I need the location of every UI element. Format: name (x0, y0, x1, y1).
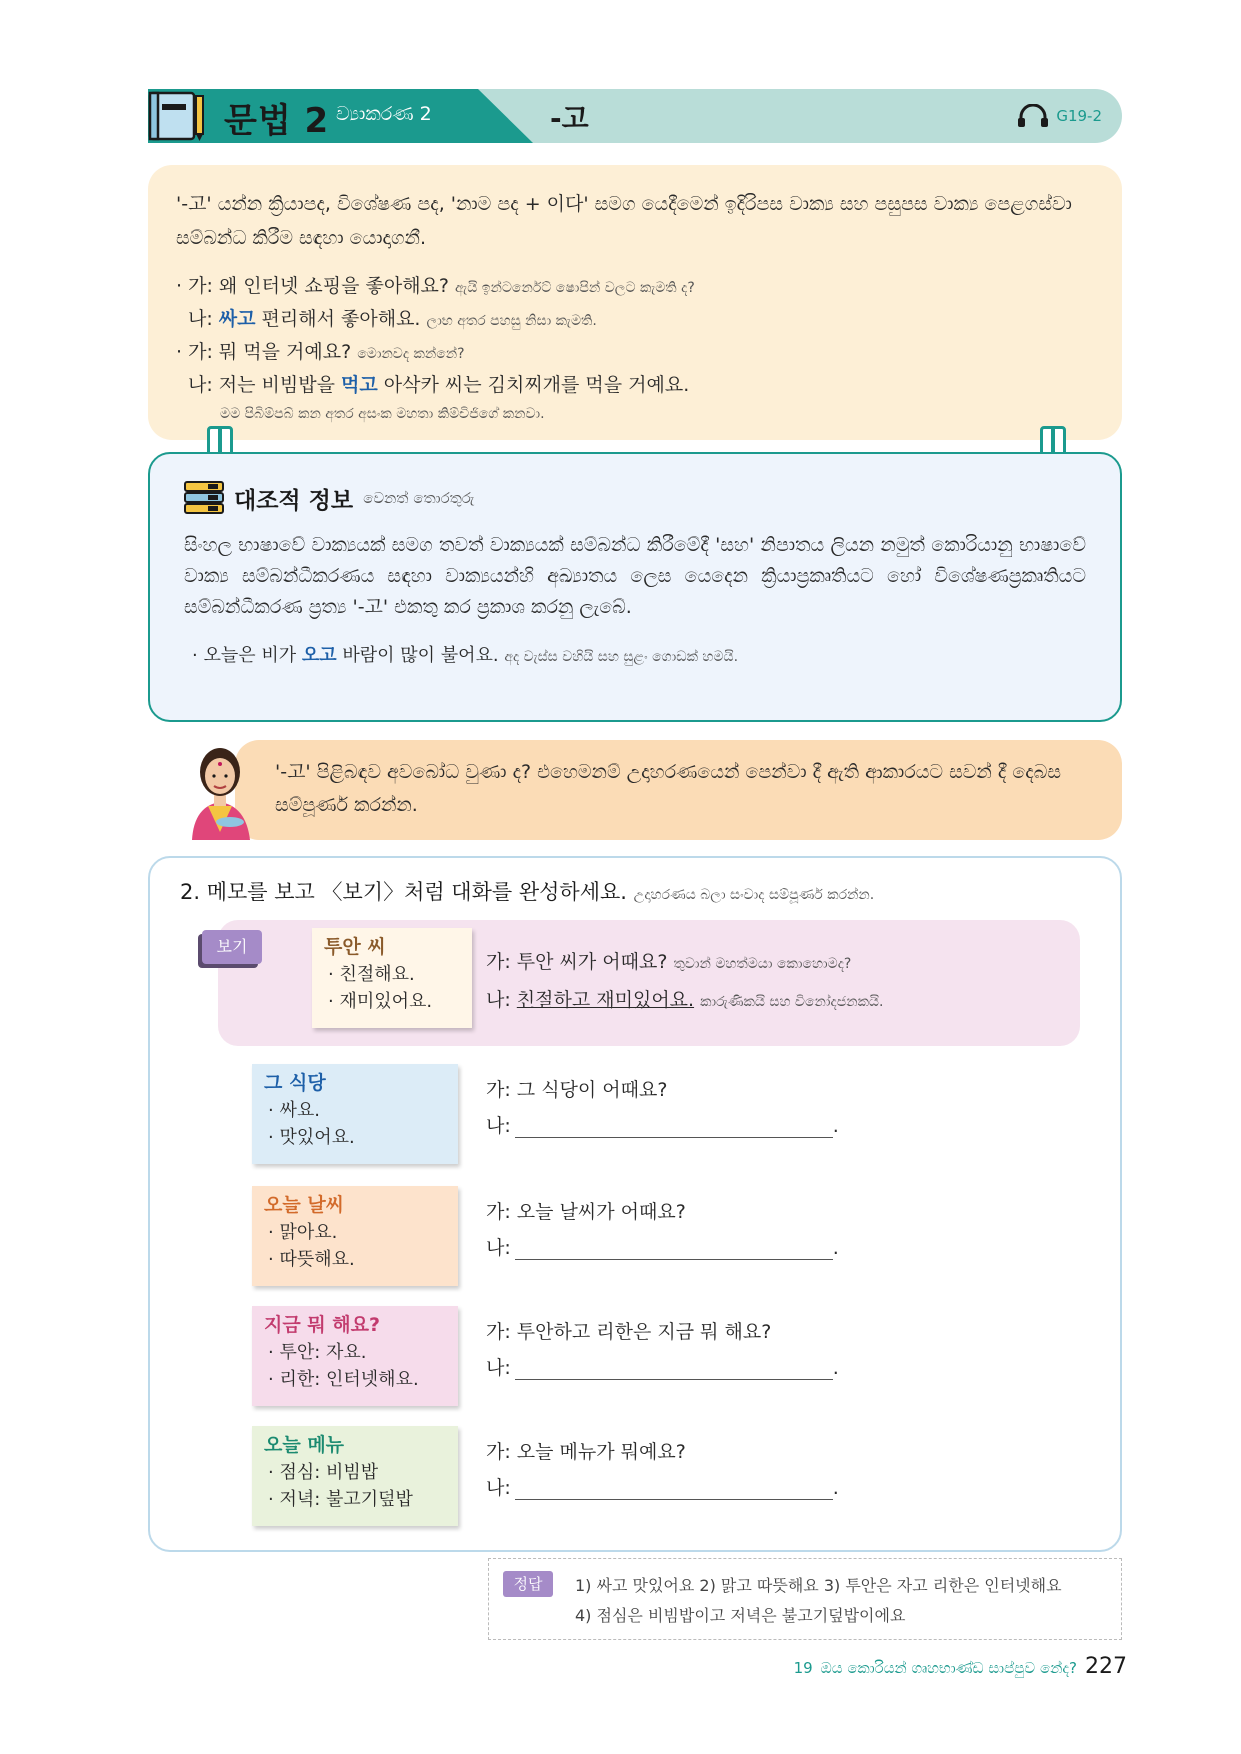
dialogue: 가: 그 식당이 어때요? 나: . (486, 1079, 839, 1137)
teacher-illustration-icon (180, 736, 260, 840)
explanation-text: '-고' යන්න ක්‍රියාපද, විශේෂණ පද, 'නාම පද + 이다' සමග යෙදීමෙන් ඉදිරිපස වාක්‍ය සහ පසුපස වාක්‍ය පෙළගස්වා සම්බන්ධ කිරීම සඳහා යොදාගනී. (176, 193, 1072, 249)
translation: උදාහරණය බලා සංවාද සම්පූර්ණ කරන්න. (633, 887, 875, 903)
contrast-text: සිංහල භාෂාවේ වාක්‍යයක් සමග තවත් වාක්‍යයක් සම්බන්ධ කිරීමේදී 'සහ' නිපාතය ලියන නමුත් කොරියානු භාෂාවේ වාක්‍ය සම්බන්ධීකරණය සඳහා වාක්‍යයන්හි අඛ්‍යාතය ලෙස යෙදෙන ක්‍රියාප්‍රකෘතියට හෝ විශේෂණප්‍රකෘතියට සම්බන්ධීකරණ ප්‍රත්‍ය '-고' එකතු කර ප්‍රකාශ කරනු ලැබේ. (184, 534, 1086, 618)
contrast-title: 대조적 정보 (234, 487, 354, 514)
example-line: · 가: 왜 인터넷 쇼핑을 좋아해요? ඇයි ඉන්ටර්නෙට් ෂොපින් වලට කැමති ද? (176, 275, 695, 297)
example-line: 나: 저는 비빔밥을 먹고 아삭카 씨는 김치찌개를 먹을 거예요. (188, 374, 690, 396)
memo-title: 그 식당 (264, 1072, 326, 1094)
chapter-number: 19 (793, 1659, 813, 1677)
sample-answer: 친절하고 재미있어요. (516, 989, 695, 1011)
contrast-heading (184, 480, 1086, 516)
translation: මම පිබිම්පබ් කන අතර අසංක මහතා කිම්චිජිගේ කනවා. (220, 406, 545, 422)
dialogue: 가: 오늘 메뉴가 뭐예요? 나: . (486, 1441, 839, 1499)
contrast-title-translation: වෙනත් තොරතුරු (363, 489, 475, 507)
books-stack-icon (184, 481, 224, 515)
audio-code: G19-2 (1056, 107, 1102, 125)
answer-text: 1) 싸고 맛있어요 2) 맑고 따뜻해요 3) 투안은 자고 리한은 인터넷해요 4) 점심은 비빔밥이고 저녁은 불고기덮밥이에요 (575, 1576, 1062, 1625)
page-footer (794, 1654, 1127, 1679)
memo-note: 그 식당 · 싸요. · 맛있어요. (252, 1064, 458, 1164)
grammar-subtitle: ව්‍යාකරණ 2 (336, 103, 432, 125)
sample-dialogue: 가: 투안 씨가 어때요? තුවාන් මහත්මයා කොහොමද? 나: 친절하고 재미있어요. කාරුණිකයි සහ විනෝදජනකයි. (486, 951, 884, 1011)
example-line: 나: 싸고 편리해서 좋아해요. ලාභ අතර පහසු නිසා කැමති. (188, 308, 597, 330)
contrast-info-box (148, 452, 1122, 722)
memo-title: 지금 뭐 해요? (264, 1314, 381, 1336)
explanation-box (148, 165, 1122, 440)
memo-note: 오늘 메뉴 · 점심: 비빔밥 · 저녁: 불고기덮밥 (252, 1426, 458, 1526)
book-pencil-icon (148, 90, 206, 142)
answer-blank[interactable] (515, 1238, 833, 1260)
instruction-bubble (235, 740, 1122, 840)
exercise-heading: 2. 메모를 보고 〈보기〉처럼 대화를 완성하세요. උදාහරණය බලා සංවාද සම්පූර්ණ කරන්න. (180, 880, 875, 904)
instruction-text: '-고' පිළිබඳව අවබෝධ වුණා ද? එහෙමනම් උදාහරණයෙන් පෙන්වා දී ඇති ආකාරයට සවන් දී දෙබස සම්පූර්ණ කරන්න. (275, 761, 1061, 816)
grammar-title: 문법 2 (224, 101, 330, 141)
highlight: 싸고 (218, 308, 256, 330)
translation: මොනවද කන්නේ? (357, 346, 465, 362)
exercise-panel (148, 856, 1122, 1552)
memo-title: 오늘 날씨 (264, 1194, 345, 1216)
answer-key-box (488, 1558, 1122, 1640)
grammar-form: -고 (550, 102, 589, 135)
memo-note: 투안 씨 · 친절해요. · 재미있어요. (312, 928, 472, 1028)
memo-title: 오늘 메뉴 (264, 1434, 345, 1456)
translation: ඇයි ඉන්ටර්නෙට් ෂොපින් වලට කැමති ද? (455, 280, 695, 296)
translation: අද වැස්ස වහියි සහ සුළං ගොඩක් හමයි. (504, 649, 739, 665)
contrast-example: · 오늘은 비가 오고 바람이 많이 불어요. අද වැස්ස වහියි සහ සුළං ගොඩක් හමයි. (192, 645, 739, 666)
memo-note: 지금 뭐 해요? · 투안: 자요. · 리한: 인터넷해요. (252, 1306, 458, 1406)
memo-note: 오늘 날씨 · 맑아요. · 따뜻해요. (252, 1186, 458, 1286)
answer-blank[interactable] (515, 1358, 833, 1380)
translation: ලාභ අතර පහසු නිසා කැමති. (426, 313, 597, 329)
audio-track[interactable] (1016, 104, 1102, 128)
grammar-header (148, 89, 1122, 143)
headphones-icon (1016, 104, 1050, 128)
highlight: 오고 (301, 645, 337, 666)
page-number: 227 (1085, 1654, 1127, 1679)
memo-title: 투안 씨 (324, 936, 386, 958)
answer-blank[interactable] (515, 1478, 833, 1500)
dialogue: 가: 투안하고 리한은 지금 뭐 해요? 나: . (486, 1321, 839, 1379)
answer-blank[interactable] (515, 1116, 833, 1138)
chapter-title: ඔය කොරියන් ගෘහභාණ්ඩ සාප්පුව නේද? (820, 1659, 1077, 1677)
highlight: 먹고 (341, 374, 378, 396)
answer-tag: 정답 (503, 1571, 553, 1597)
example-line: · 가: 뭐 먹을 거예요? මොනවද කන්නේ? (176, 341, 465, 363)
sample-tag: 보기 (202, 930, 262, 964)
example-list (176, 271, 1094, 427)
dialogue: 가: 오늘 날씨가 어때요? 나: . (486, 1201, 839, 1259)
